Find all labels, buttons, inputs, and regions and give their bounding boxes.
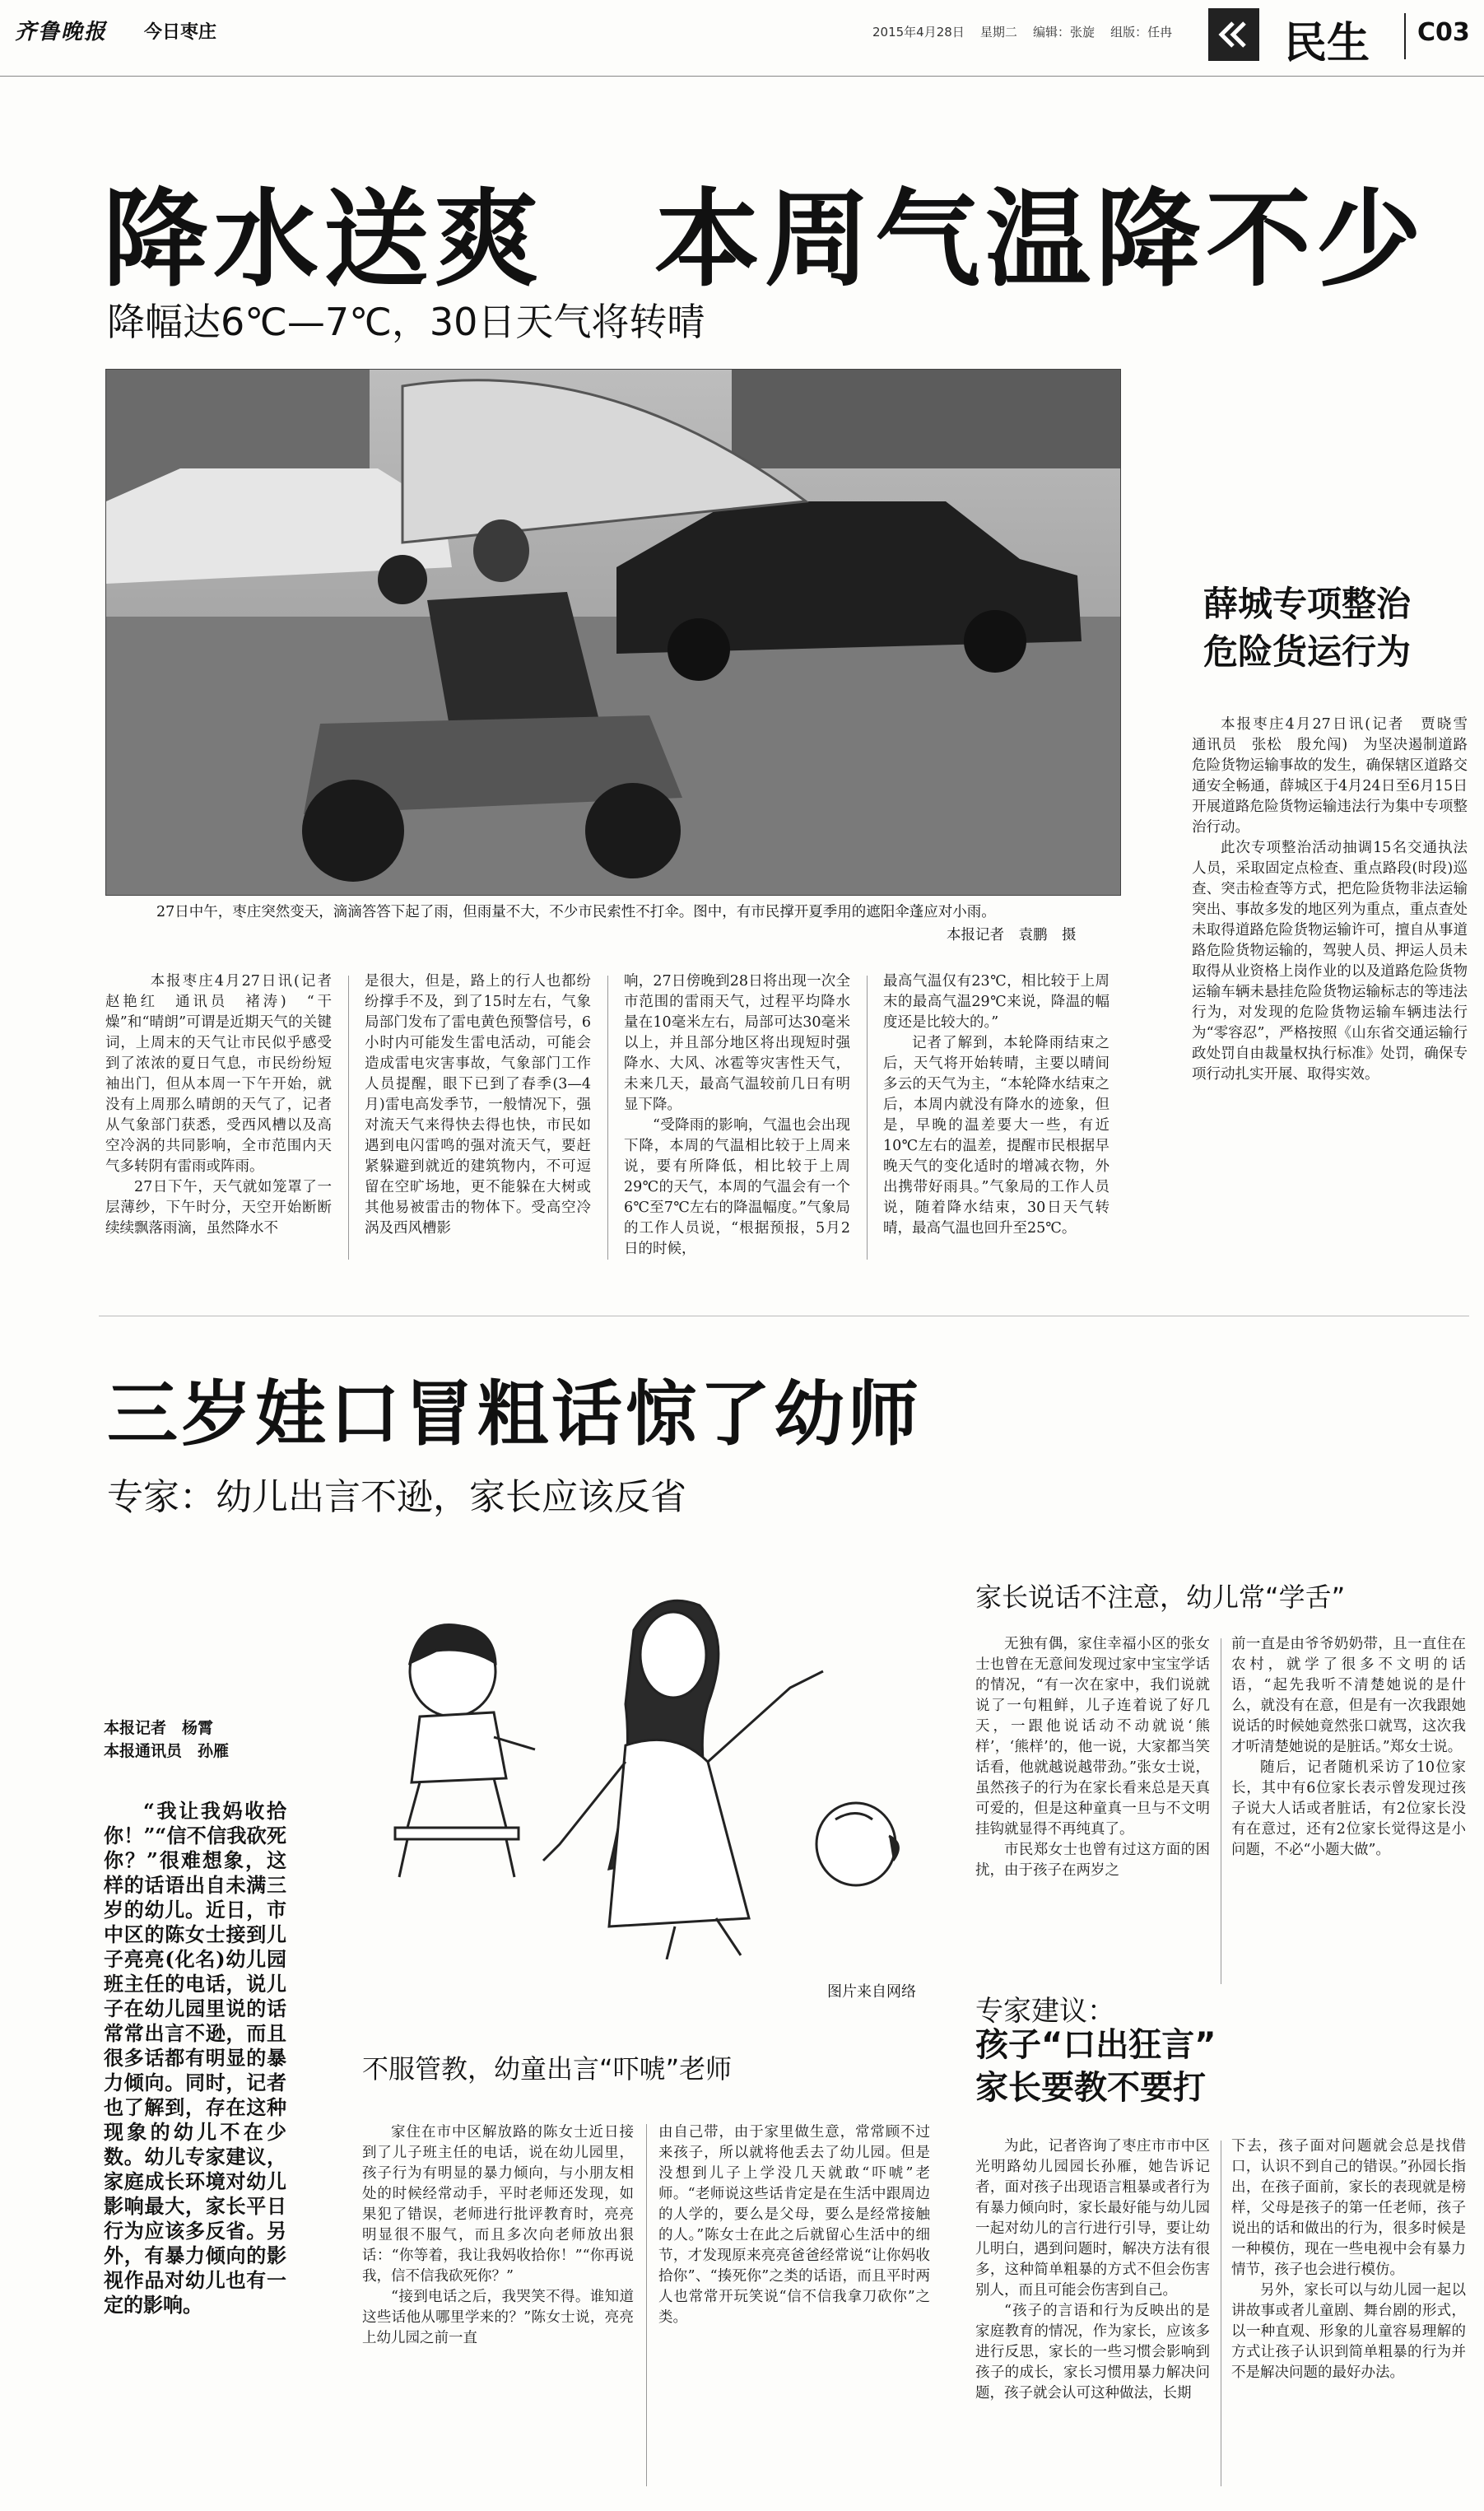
story2-section1-title: 不服管教，幼童出言“吓唬”老师 — [362, 2053, 733, 2085]
story1-paragraph: 响，27日傍晚到28日将出现一次全市范围的雷雨天气，过程平均降水量在10毫米左右，局部可达30毫米以上，并且部分地区将出现短时强降水、大风、冰雹等灾害性天气，未来几天，最高气温较前几日有明显下降。 — [624, 973, 850, 1113]
expert-headline-line: 孩子“口出狂言” — [975, 2026, 1217, 2064]
expert-headline-line: 家长要教不要打 — [975, 2069, 1206, 2107]
sidebar-headline-line: 危险货运行为 — [1203, 631, 1412, 672]
story1-paragraph: 最高气温仅有23℃，相比较于上周末的最高气温29℃来说，降温的幅度还是比较大的。” — [883, 973, 1110, 1031]
story2-section3-column-2 — [1231, 2136, 1466, 2383]
sidebar-paragraph: 此次专项整治活动抽调15名交通执法人员，采取固定点检查、重点路段(时段)巡查、突击检查等方式，把危险货物非法运输突出、事故多发的地区列为重点，重点查处未取得道路危险货物运输许可，擅自从事道路危险货物运输的，驾驶人员、押运人员未取得从业资格上岗作业的以及道路危险货物运输车辆未悬挂危险货物运输标志的等违法行为，对发现的危险货物运输车辆违法行为“零容忍”，严格按照《山东省交通运输行政处罚自由裁量权执行标准》处罚，确保专项行动扎实开展、取得实效。 — [1192, 840, 1468, 1083]
story2-paragraph: 前一直是由爷爷奶奶带，且一直住在农村，就学了很多不文明的话语，“起先我听不清楚她说的是什么，就没有在意，但是有一次我跟她说话的时候她竟然张口就骂，这次我才听清楚她说的是脏话。”郑女士说。 — [1231, 1636, 1466, 1755]
sidebar-body — [1192, 715, 1482, 1085]
section-name: 民生 — [1284, 19, 1370, 68]
story2-section1-column-1 — [362, 2122, 634, 2349]
rain-photo — [105, 369, 1121, 896]
story2-paragraph: 另外，家长可以与幼儿园一起以讲故事或者儿童剧、舞台剧的形式，以一种直观、形象的儿童容易理解的方式让孩子认识到简单粗暴的行为并不是解决问题的最好办法。 — [1231, 2282, 1466, 2381]
story1-subhead: 降幅达6℃—7℃，30日天气将转晴 — [107, 300, 705, 344]
cartoon-illustration — [362, 1572, 955, 1959]
story2-paragraph: 无独有偶，家住幸福小区的张女士也曾在无意间发现过家中宝宝学话的情况，“有一次在家中，我们说就说了一句粗鲜，儿子连着说了好几天，一跟他说话动不动就说‘熊样’，‘熊样’的，他一说，大家都当笑话看，他就越说越带劲。”张女士说，虽然孩子的行为在家长看来总是天真可爱的，但是这种童真一旦与不文明挂钩就显得不再纯真了。 — [975, 1636, 1210, 1838]
story2-section3-column-1 — [975, 2136, 1210, 2404]
story2-paragraph: 市民郑女士也曾有过这方面的困扰，由于孩子在两岁之 — [975, 1842, 1210, 1879]
story2-lead-paragraph: “我让我妈收拾你！”“信不信我砍死你？”很难想象，这样的话语出自未满三岁的幼儿。近日，市中区的陈女士接到儿子亮亮(化名)幼儿园班主任的电话，说儿子在幼儿园里说的话常常出言不逊，而且很多话都有明显的暴力倾向。同时，记者也了解到，存在这种现象的幼儿不在少数。幼儿专家建议，家庭成长环境对幼儿影响最大，家长平日行为应该多反省。另外，有暴力倾向的影视作品对幼儿也有一定的影响。 — [104, 1799, 286, 2317]
issue-weekday: 星期二 — [979, 25, 1017, 40]
header-rule — [0, 76, 1484, 77]
column-rule — [867, 976, 868, 1260]
page-number: C03 — [1417, 18, 1470, 47]
story2-paragraph: 下去，孩子面对问题就会总是找借口，认识不到自己的错误。”孙园长指出，在孩子面前，家长的表现就是榜样，父母是孩子的第一任老师，孩子说出的话和做出的行为，很多时候是一种模仿，现在一些电视中会有暴力情节，孩子也会进行模仿。 — [1231, 2138, 1466, 2278]
story2-paragraph: 由自己带，由于家里做生意，常常顾不过来孩子，所以就将他丢去了幼儿园。但是没想到儿子上学没几天就敢“吓唬”老师。“老师说这些话肯定是在生活中跟周边的人学的，要么是父母，要么是经常接触的人。”陈女士在此之后就留心生活中的细节，才发现原来亮亮爸爸经常说“让你妈收拾你”、“揍死你”之类的话语，而且平时两人也常常开玩笑说“信不信我拿刀砍你”之类。 — [658, 2124, 930, 2326]
story1-paragraph: 记者了解到，本轮降雨结束之后，天气将开始转晴，主要以晴间多云的天气为主，“本轮降水结束之后，本周内就没有降水的迹象，但是，早晚的温差要大一些，有近10℃左右的温差，提醒市民根据早晚天气的变化适时的增减衣物，外出携带好雨具。”气象局的工作人员说，随着降水结束，30日天气转晴，最高气温也回升至25℃。 — [883, 1035, 1110, 1237]
story1-column-3 — [624, 971, 850, 1260]
story2-paragraph: 随后，记者随机采访了10位家长，其中有6位家长表示曾发现过孩子说大人话或者脏话，有2位家长没有在意过，还有2位家长觉得这是小问题，不必“小题大做”。 — [1231, 1759, 1466, 1858]
story2-paragraph: “孩子的言语和行为反映出的是家庭教育的情况，作为家长，应该多进行反思，家长的一些习惯会影响到孩子的成长，家长习惯用暴力解决问题，孩子就会认可这种做法，长期 — [975, 2303, 1210, 2402]
expert-label: 专家建议： — [975, 1995, 1115, 2028]
story1-paragraph: 27日下午，天气就如笼罩了一层薄纱，下午时分，天空开始断断续续飘落雨滴，虽然降水不 — [105, 1179, 332, 1237]
story2-section2-title: 家长说话不注意，幼儿常“学舌” — [975, 1582, 1346, 1613]
story1-column-2 — [365, 971, 591, 1239]
story2-section2-column-2 — [1231, 1634, 1466, 1861]
story2-subhead: 专家：幼儿出言不逊，家长应该反省 — [107, 1476, 686, 1518]
story2-byline — [104, 1717, 229, 1763]
byline-correspondent: 本报通讯员 孙雁 — [104, 1742, 230, 1760]
story2-headline: 三岁娃口冒粗话惊了幼师 — [107, 1373, 922, 1456]
masthead: 齐鲁晚报 — [15, 20, 108, 44]
editor: 编辑：张旋 — [1032, 25, 1095, 40]
sidebar-headline-line: 薛城专项整治 — [1203, 584, 1412, 624]
section-chevron-icon — [1208, 8, 1259, 61]
column-rule — [607, 976, 608, 1260]
layout-editor: 组版：任冉 — [1110, 25, 1173, 40]
story2-lead — [104, 1799, 286, 2318]
photo-caption: 27日中午，枣庄突然变天，滴滴答答下起了雨，但雨量不大，不少市民索性不打伞。图中，有市民撑开夏季用的遮阳伞蓬应对小雨。 — [156, 904, 996, 920]
illustration-credit: 图片来自网络 — [827, 1983, 916, 2001]
story2-paragraph: “接到电话之后，我哭笑不得。谁知道这些话他从哪里学来的？”陈女士说，亮亮上幼儿园之前一直 — [362, 2289, 634, 2346]
story1-paragraph: 是很大，但是，路上的行人也都纷纷撑手不及，到了15时左右，气象局部门发布了雷电黄色预警信号，6小时内可能发生雷电活动，可能会造成雷电灾害事故，气象部门工作人员提醒，眼下已到了春季(3—4月)雷电高发季节，一般情况下，强对流天气来得快去得也快，市民如遇到电闪雷鸣的强对流天气，要赶紧躲避到就近的建筑物内，不可逗留在空旷场地，更不能躲在大树或其他易被雷击的物体下。受高空冷涡及西风槽影 — [365, 973, 591, 1237]
column-rule — [348, 976, 349, 1260]
byline-reporter: 本报记者 杨霄 — [104, 1719, 214, 1737]
story1-headline: 降水送爽 本周气温降不少 — [103, 179, 1427, 301]
story2-paragraph: 家住在市中区解放路的陈女士近日接到了儿子班主任的电话，说在幼儿园里，孩子行为有明显的暴力倾向，与小朋友相处的时候经常动手，平时老师还发现，如果犯了错误，老师进行批评教育时，亮亮明显很不服气，而且多次向老师放出狠话：“你等着，我让我妈收拾你！”“你再说我，信不信我砍死你？” — [362, 2124, 634, 2285]
column-rule — [646, 2124, 647, 2486]
header-divider — [1404, 13, 1406, 59]
story1-paragraph: 本报枣庄4月27日讯(记者 赵艳红 通讯员 褚涛) “干燥”和“晴朗”可谓是近期天气的关键词，上周末的天气让市民似乎感受到了浓浓的夏日气息，市民纷纷短袖出门，但从本周一下午开始，就没有上周那么晴朗的天气了，记者从气象部门获悉，受西风槽以及高空冷涡的共同影响，全市范围内天气多转阴有雷雨或阵雨。 — [105, 973, 347, 1175]
issue-date: 2015年4月28日 — [872, 25, 965, 40]
story1-column-1 — [105, 971, 347, 1239]
sidebar-paragraph: 本报枣庄4月27日讯(记者 贾晓雪 通讯员 张松 殷允闯) 为坚决遏制道路危险货物运输事故的发生，确保辖区道路交通安全畅通，薛城区于4月24日至6月15日开展道路危险货物运输违法行为集中专项整治行动。 — [1192, 716, 1482, 836]
header-info — [872, 23, 1172, 40]
story2-section1-column-2 — [658, 2122, 930, 2328]
story2-section2-column-1 — [975, 1634, 1210, 1881]
expert-headline — [975, 2024, 1217, 2109]
photo-credit: 本报记者 袁鹏 摄 — [947, 927, 1077, 943]
story1-column-4 — [883, 971, 1110, 1239]
story2-paragraph: 为此，记者咨询了枣庄市市中区光明路幼儿园园长孙雁，她告诉记者，面对孩子出现语言粗暴或者行为有暴力倾向时，家长最好能与幼儿园一起对幼儿的言行进行引导，要让幼儿明白，遇到问题时，解决方法有很多，这种简单粗暴的方式不但会伤害别人，而且可能会伤害到自己。 — [975, 2138, 1210, 2299]
story1-paragraph: “受降雨的影响，气温也会出现下降，本周的气温相比较于上周来说，要有所降低，相比较于上周29℃的天气，本周的气温会有一个6℃至7℃左右的降温幅度。”气象局的工作人员说，“根据预报，5月2日的时候， — [624, 1117, 850, 1257]
sidebar-headline — [1203, 580, 1411, 676]
edition-name: 今日枣庄 — [144, 22, 217, 43]
